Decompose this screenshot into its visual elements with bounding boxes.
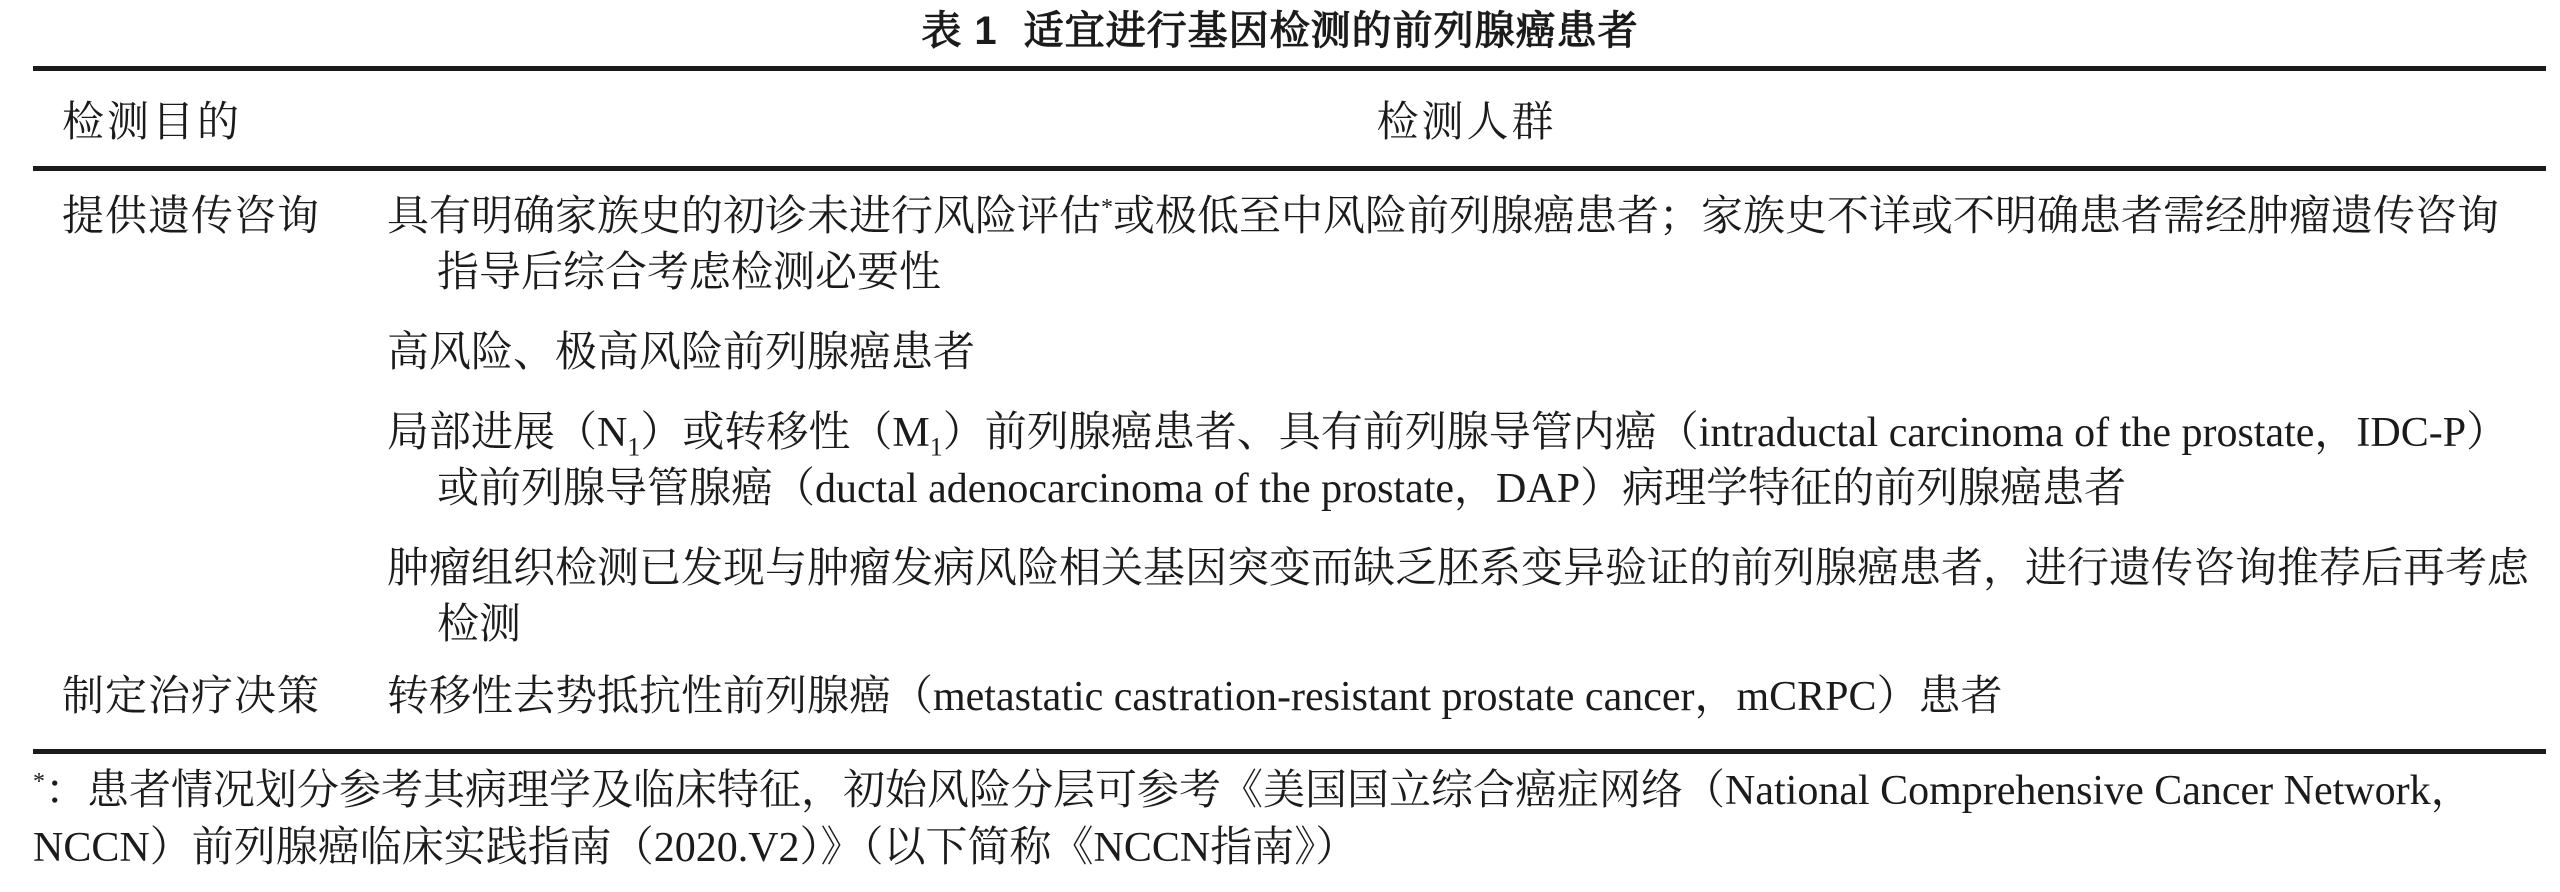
population-paragraph-metastatic-idcp xyxy=(387,405,2540,517)
population-cell xyxy=(387,189,2546,653)
table-number: 表 1 xyxy=(921,9,998,53)
footnote-marker-asterisk: * xyxy=(1101,195,1114,221)
paragraph-line-continuation: 或前列腺导管腺癌（ductal adenocarcinoma of the prostate，DAP）病理学特征的前列腺癌患者 xyxy=(437,466,2127,512)
paragraph-line: 肿瘤组织检测已发现与肿瘤发病风险相关基因突变而缺乏胚系变异验证的前列腺癌患者，进行遗传咨询推荐后再考虑 xyxy=(387,546,2530,592)
document-page xyxy=(0,6,2560,877)
population-paragraph-tumor-tissue xyxy=(387,541,2540,653)
footnote-text: ：患者情况划分参考其病理学及临床特征，初始风险分层可参考《美国国立综合癌症网络（National Comprehensive Cancer Network， xyxy=(45,768,2473,814)
paragraph-line xyxy=(387,189,2540,245)
table-header-row xyxy=(33,71,2546,166)
population-cell: 转移性去势抵抗性前列腺癌（metastatic castration-resistant prostate cancer，mCRPC）患者 xyxy=(387,674,2003,720)
table-footnote xyxy=(33,754,2546,877)
paragraph-text: 或极低至中风险前列腺癌患者；家族史不详或不明确患者需经肿瘤遗传咨询 xyxy=(1113,194,2500,240)
subscript-n1: 1 xyxy=(627,432,641,462)
paragraph-line xyxy=(387,405,2540,461)
purpose-cell: 提供遗传咨询 xyxy=(62,194,321,240)
population-paragraph-family-history xyxy=(387,189,2540,301)
header-population: 检测人群 xyxy=(1376,99,1557,146)
table-title xyxy=(0,6,2560,56)
paragraph-text: 局部进展（N xyxy=(387,410,628,456)
table-row-genetic-counseling xyxy=(33,171,2546,667)
footnote-line: NCCN）前列腺癌临床实践指南（2020.V2）》（以下简称《NCCN指南》） xyxy=(33,825,1358,871)
population-paragraph-high-risk xyxy=(387,325,2540,381)
table-title-text: 适宜进行基因检测的前列腺癌患者 xyxy=(1023,9,1639,53)
paragraph-text: 具有明确家族史的初诊未进行风险评估 xyxy=(387,194,1102,240)
footnote-line xyxy=(33,763,2546,820)
footnote-marker-asterisk: * xyxy=(33,769,45,795)
subscript-m1: 1 xyxy=(929,432,943,462)
paragraph-line: 高风险、极高风险前列腺癌患者 xyxy=(387,330,976,376)
paragraph-text: ）或转移性（M xyxy=(640,410,930,456)
paragraph-line-continuation: 指导后综合考虑检测必要性 xyxy=(437,250,942,296)
purpose-cell: 制定治疗决策 xyxy=(62,674,321,720)
table-row-treatment-decision xyxy=(33,667,2546,749)
header-purpose: 检测目的 xyxy=(62,99,243,146)
paragraph-text: ）前列腺癌患者、具有前列腺导管内癌（intraductal carcinoma of the prostate，IDC-P） xyxy=(942,410,2509,456)
paragraph-line-continuation: 检测 xyxy=(437,602,522,648)
three-line-table xyxy=(33,66,2546,754)
